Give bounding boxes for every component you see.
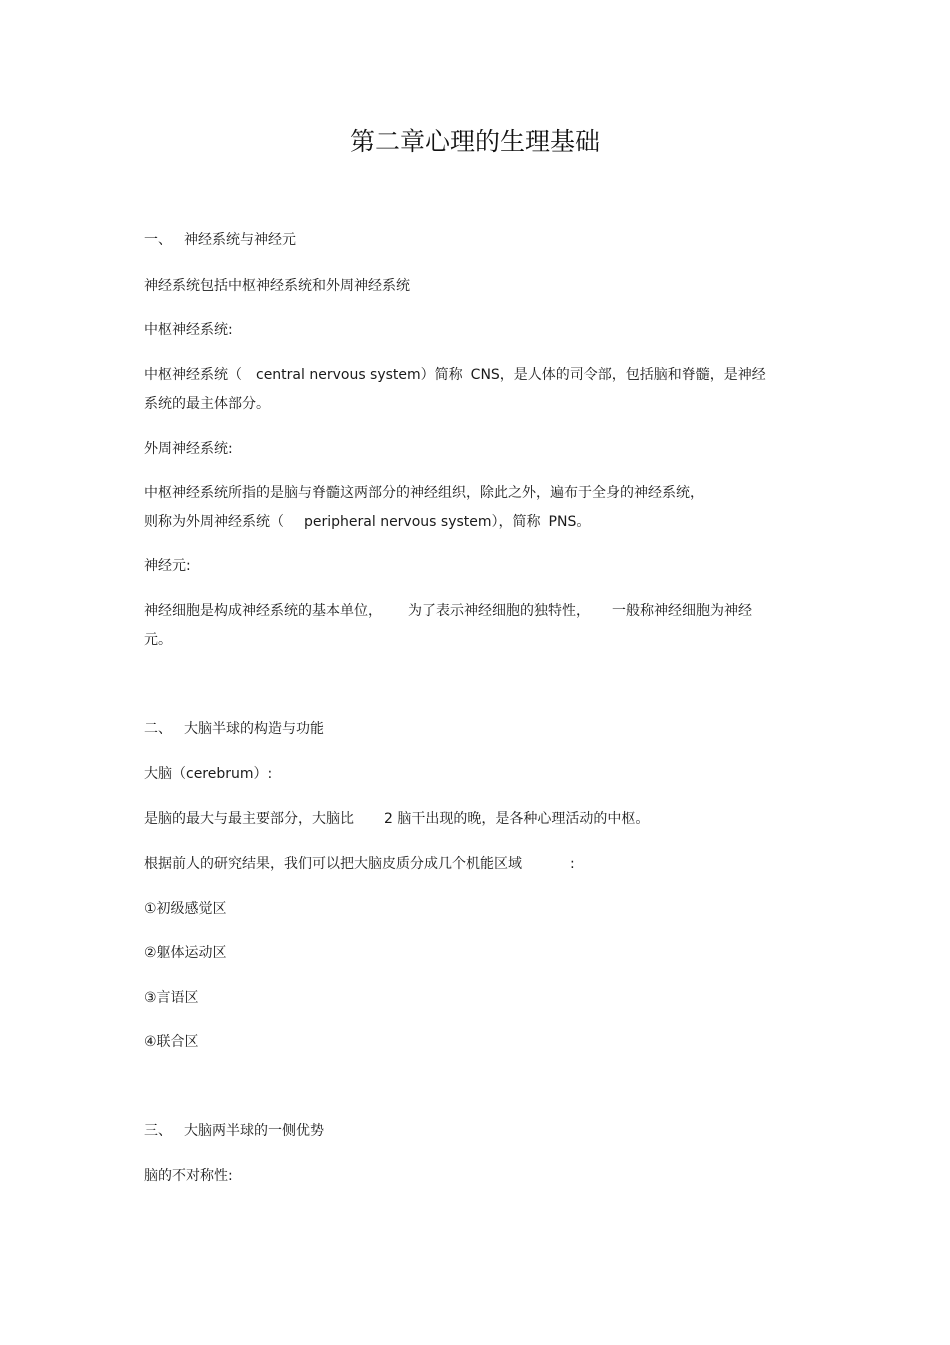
neuron-paragraph-line-1 (144, 601, 752, 621)
cns-paragraph-line-1 (144, 365, 766, 385)
section-3-number: 三、 (144, 1123, 172, 1139)
pns-paragraph-line-1: 中枢神经系统所指的是脑与脊髓这两部分的神经组织，除此之外，遍布于全身的神经系统， (144, 485, 704, 501)
cerebrum-label (144, 764, 272, 784)
section-2-number: 二、 (144, 721, 172, 737)
pns-text-e: PNS。 (548, 514, 591, 530)
pns-text-d: ），简称 (491, 514, 541, 530)
s2-p1-text-b: 2 脑干出现的晚，是各种心理活动的中枢。 (384, 811, 650, 827)
neuron-paragraph-line-2: 元。 (144, 632, 172, 648)
pns-paragraph-line-2 (144, 512, 590, 532)
cns-label: 中枢神经系统: (144, 322, 233, 338)
list-item: ④联合区 (144, 1034, 199, 1050)
pns-label: 外周神经系统: (144, 441, 233, 457)
cns-text-a: 中枢神经系统（ (144, 367, 242, 383)
section-3-heading (144, 1121, 324, 1141)
section-3-title: 大脑两半球的一侧优势 (184, 1123, 324, 1139)
list-item: ②躯体运动区 (144, 945, 227, 961)
s2-paragraph-2 (144, 854, 575, 874)
neuron-text-c: 一般称神经细胞为神经 (612, 603, 752, 619)
s2-p2-text-b: : (570, 856, 575, 872)
section-2-title: 大脑半球的构造与功能 (184, 721, 324, 737)
cns-text-c: ）简称 (420, 367, 463, 383)
s2-p2-text-a: 根据前人的研究结果，我们可以把大脑皮质分成几个机能区域 (144, 856, 522, 872)
cns-text-english: central nervous system (256, 367, 421, 383)
page-title: 第二章心理的生理基础 (349, 127, 600, 156)
pns-text-english: peripheral nervous system (304, 514, 492, 530)
neuron-text-b: 为了表示神经细胞的独特性， (408, 603, 590, 619)
section-1-title: 神经系统与神经元 (184, 232, 296, 248)
cerebrum-text-a: 大脑（ (144, 766, 186, 782)
s2-p1-text-a: 是脑的最大与最主要部分，大脑比 (144, 811, 354, 827)
s2-paragraph-1 (144, 809, 649, 829)
pns-text-b: 则称为外周神经系统（ (144, 514, 284, 530)
neuron-label: 神经元: (144, 558, 191, 574)
section-1-heading (144, 230, 296, 250)
cns-text-d: CNS，是人体的司令部，包括脑和脊髓，是神经 (470, 367, 766, 383)
cns-paragraph-line-2: 系统的最主体部分。 (144, 396, 270, 412)
list-item: ③言语区 (144, 990, 199, 1006)
section-1-number: 一、 (144, 232, 172, 248)
list-item: ①初级感觉区 (144, 901, 227, 917)
neuron-text-a: 神经细胞是构成神经系统的基本单位， (144, 603, 382, 619)
s3-paragraph-1: 脑的不对称性: (144, 1168, 233, 1184)
section-2-heading (144, 719, 324, 739)
s1-paragraph-1: 神经系统包括中枢神经系统和外周神经系统 (144, 278, 410, 294)
cerebrum-text-b: cerebrum）: (186, 766, 273, 782)
